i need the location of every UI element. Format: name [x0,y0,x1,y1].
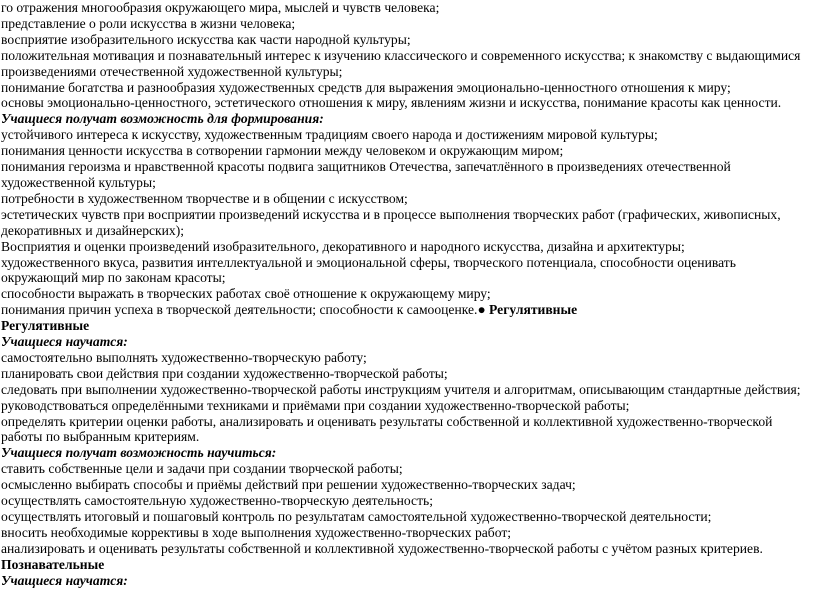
text-line: ставить собственные цели и задачи при создании творческой работы; [1,461,403,477]
text-line: потребности в художественном творчестве и в общении с искусством; [1,190,408,206]
section-heading: Познавательные [1,556,105,572]
text-line: восприятие изобразительного искусства как части народной культуры; [1,31,411,47]
text-line: понимания героизма и нравственной красоты подвига защитников Отечества, запечатлённого в произведениях отечественной художественной культуры; [1,159,731,190]
text-line: го отражения многообразия окружающего мира, мыслей и чувств человека; [1,0,440,15]
section-subheading: Учащиеся научатся: [1,334,128,350]
section-subheading: Учащиеся получат возможность научиться: [1,445,277,461]
text-line: следовать при выполнении художественно-творческой работы инструкциям учителя и алгоритмам, описывающим стандартные действия; [1,381,801,397]
section-subheading: Учащиеся получат возможность для формирования: [1,111,324,127]
text-line: эстетических чувств при восприятии произведений искусства и в процессе выполнения творческих работ (графических, живописных, декоративных и дизайнерских); [1,206,781,238]
text-line: руководствоваться определёнными техниками и приёмами при создании художественно-творческой работы; [1,397,630,413]
section-subheading: Учащиеся научатся: [1,572,128,588]
bullet-icon: ● [477,302,486,318]
text-line: осуществлять самостоятельную художественно-творческую деятельность; [1,493,433,509]
text-line: осуществлять итоговый и пошаговый контроль по результатам самостоятельной художественно-творческой деятельности; [1,509,712,524]
text-line: вносить необходимые коррективы в ходе выполнения художественно-творческих работ; [1,524,512,540]
text-line: понимание богатства и разнообразия художественных средств для выражения эмоционально-ценностного отношения к миру; [1,79,731,95]
text-segment: понимания причин успеха в творческой деятельности; способности к самооценке. [1,302,478,318]
text-line: осмысленно выбирать способы и приёмы действий при решении художественно-творческих задач; [1,477,576,493]
text-line-with-bullet [1,302,816,318]
text-line: основы эмоционально-ценностного, эстетического отношения к миру, явлениям жизни и искусства, понимание красоты как ценности. [1,95,782,111]
text-line: представление о роли искусства в жизни человека; [1,15,296,31]
section-heading: Регулятивные [1,318,90,334]
text-line: Восприятия и оценки произведений изобразительного, декоративного и народного искусства, дизайна и архитектуры; [1,238,685,254]
text-line: способности выражать в творческих работах своё отношение к окружающему миру; [1,286,491,302]
text-line: анализировать и оценивать результаты собственной и коллективной художественно-творческой работы с учётом разных критериев. [1,540,763,556]
text-line: положительная мотивация и познавательный интерес к изучению классического и современного искусства; к знакомству с выдающимися произведениями отечественной художественной культуры; [1,47,801,79]
text-line: определять критерии оценки работы, анализировать и оценивать результаты собственной и коллективной художественно-творческой работы по выбранным критериям. [1,413,773,445]
text-line: устойчивого интереса к искусству, художественным традициям своего народа и достижениям мировой культуры; [1,127,658,143]
inline-heading: Регулятивные [485,302,578,318]
text-line: планировать свои действия при создании художественно-творческой работы; [1,365,448,381]
text-line: понимания ценности искусства в сотворении гармонии между человеком и окружающим миром; [1,143,564,159]
text-line: художественного вкуса, развития интеллектуальной и эмоциональной сферы, творческого потенциала, способности оценивать окружающий мир по законам красоты; [1,254,736,286]
text-line: самостоятельно выполнять художественно-творческую работу; [1,349,367,365]
